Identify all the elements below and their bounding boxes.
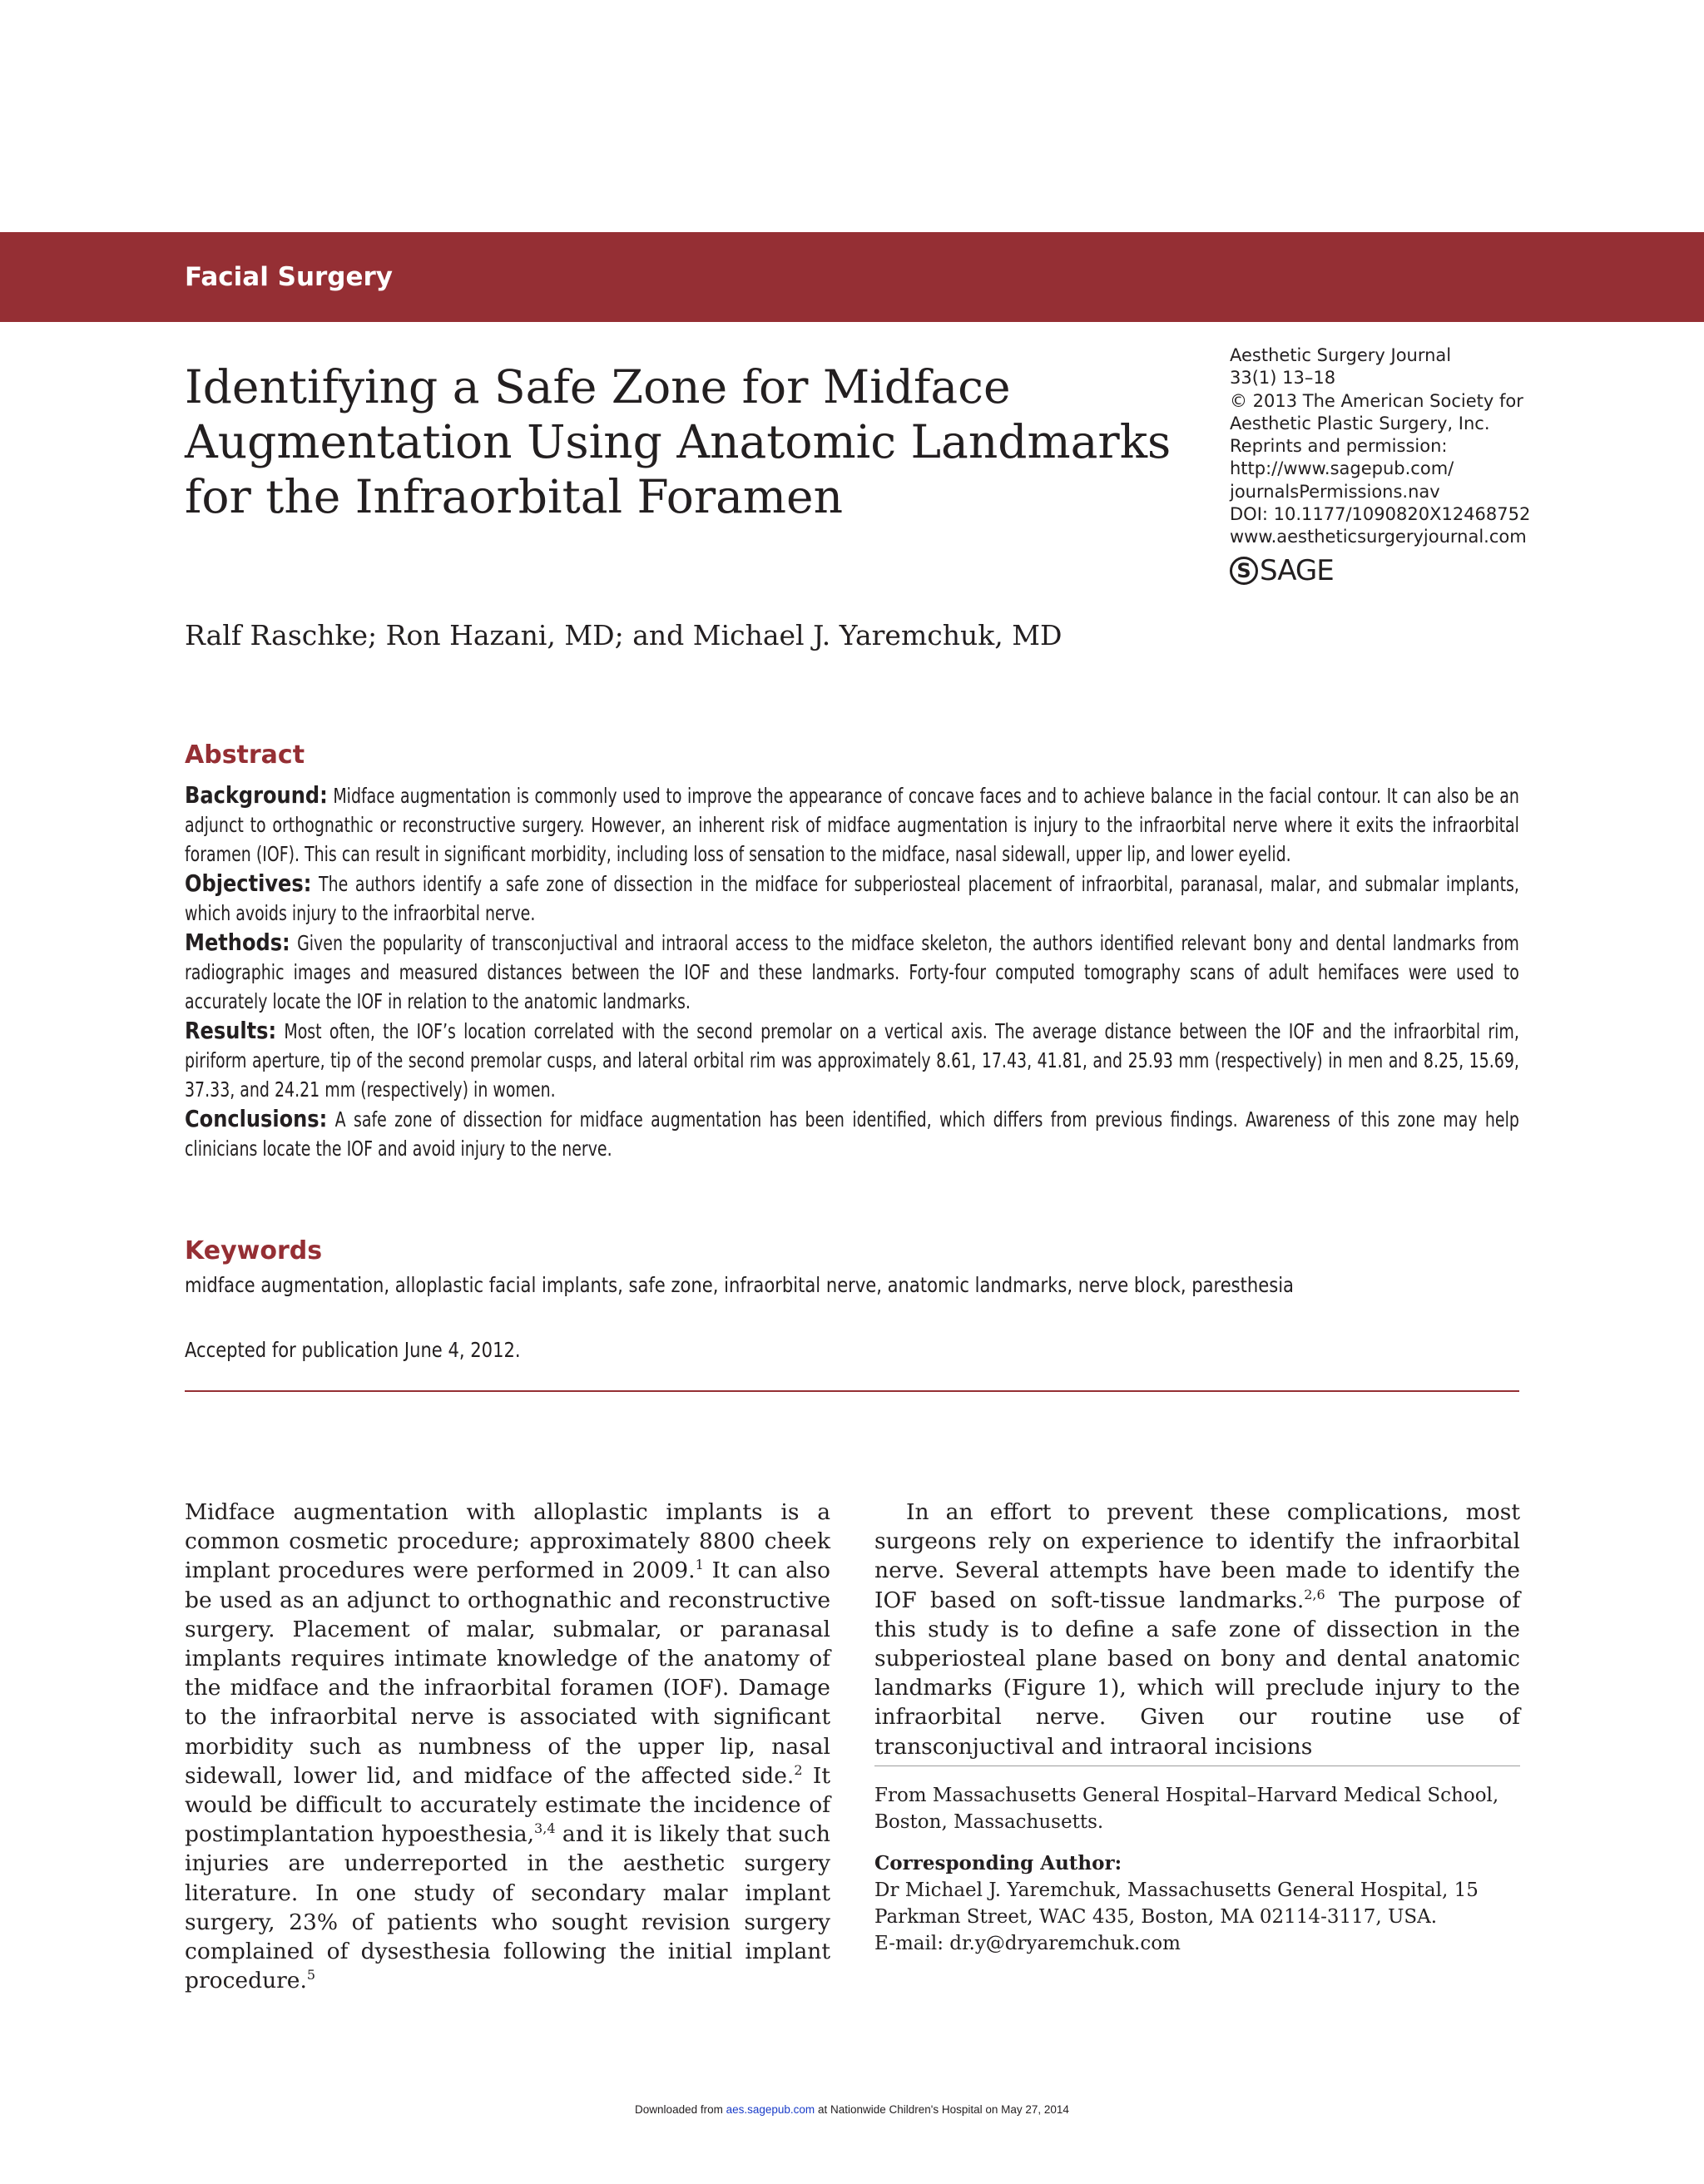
journal-website-link[interactable]: www.aestheticsurgeryjournal.com xyxy=(1230,527,1527,547)
footer-suffix: at Nationwide Children's Hospital on May 27, 2014 xyxy=(815,2103,1069,2116)
second-text-1: In an effort to prevent these complications, most surgeons rely on experience to identify the infraorbital nerve. Several attempts have been made to identify the IOF based on soft-tissue landmarks. xyxy=(874,1499,1520,1613)
article-title: Identifying a Safe Zone for Midface Augmentation Using Anatomic Landmarks for the Infraorbital Foramen xyxy=(185,360,1172,523)
section-label: Facial Surgery xyxy=(185,262,394,292)
objectives-text: The authors identify a safe zone of dissection in the midface for subperiosteal placement of infraorbital, paranasal, malar, and submalar implants, which avoids injury to the infraorbital nerve. xyxy=(185,872,1519,925)
corresponding-author-heading: Corresponding Author: xyxy=(874,1852,1122,1874)
keywords-heading: Keywords xyxy=(185,1236,323,1265)
accepted-date: Accepted for publication June 4, 2012. xyxy=(185,1338,521,1362)
intro-text-1: Midface augmentation with alloplastic implants is a common cosmetic procedure; approximately 8800 cheek implant procedures were performed in 2009. xyxy=(185,1499,830,1584)
abstract-heading: Abstract xyxy=(185,740,305,770)
reprints-link-2[interactable]: journalsPermissions.nav xyxy=(1230,481,1440,502)
citation-ref[interactable]: 3,4 xyxy=(534,1820,556,1837)
sage-logo xyxy=(1230,554,1334,587)
journal-name: Aesthetic Surgery Journal xyxy=(1230,345,1452,365)
reprints-label: Reprints and permission: xyxy=(1230,436,1448,457)
reprints-link-1[interactable]: http://www.sagepub.com/ xyxy=(1230,458,1454,479)
download-footer xyxy=(0,2103,1704,2116)
background-text: Midface augmentation is commonly used to improve the appearance of concave faces and to achieve balance in the facial contour. It can also be an adjunct to orthognathic or reconstructive surgery. However, an inherent risk of midface augmentation is injury to the infraorbital nerve where it exits the infraorbital foramen (IOF). This can result in significant morbidity, including loss of sensation to the midface, nasal sidewall, upper lip, and lower eyelid. xyxy=(185,784,1519,866)
conclusions-text: A safe zone of dissection for midface augmentation has been identified, which differs from previous findings. Awareness of this zone may help clinicians locate the IOF and avoid injury to the nerve. xyxy=(185,1107,1519,1161)
affiliation-from: From Massachusetts General Hospital–Harvard Medical School, Boston, Massachusetts. xyxy=(874,1785,1499,1833)
citation-ref[interactable]: 2,6 xyxy=(1304,1586,1325,1602)
citation-ref[interactable]: 2 xyxy=(794,1762,803,1778)
journal-info xyxy=(1230,344,1546,549)
results-label: Results: xyxy=(185,1017,277,1044)
sage-logo-text: SAGE xyxy=(1260,554,1334,587)
copyright-line-1: © 2013 The American Society for xyxy=(1230,390,1523,411)
intro-paragraph xyxy=(185,1498,830,1995)
abstract-background xyxy=(185,780,1519,869)
corresponding-author-address: Dr Michael J. Yaremchuk, Massachusetts General Hospital, 15 Parkman Street, WAC 435, Boston, MA 02114-3117, USA. xyxy=(874,1879,1479,1928)
methods-text: Given the popularity of transconjuctival and intraoral access to the midface skeleton, the authors identified relevant bony and dental landmarks from radiographic images and measured distances between the IOF and these landmarks. Forty-four computed tomography scans of adult hemifaces were used to accurately locate the IOF in relation to the anatomic landmarks. xyxy=(185,931,1519,1013)
author-list: Ralf Raschke; Ron Hazani, MD; and Michael J. Yaremchuk, MD xyxy=(185,619,1063,651)
conclusions-label: Conclusions: xyxy=(185,1105,328,1132)
abstract-conclusions xyxy=(185,1104,1519,1163)
corresponding-author-email[interactable]: E-mail: dr.y@dryaremchuk.com xyxy=(874,1933,1181,1954)
intro-text-4: and it is likely that such injuries are underreported in the aesthetic surgery literature. In one study of secondary malar implant surgery, 23% of patients who sought revision surgery complained of dysesthesia following the initial implant procedure. xyxy=(185,1821,831,1994)
second-text-2: The purpose of this study is to define a safe zone of dissection in the subperiosteal plane based on bony and dental anatomic landmarks (Figure 1), which will preclude injury to the infraorbital nerve. Given our routine use of transconjuctival and intraoral incisions xyxy=(874,1587,1520,1760)
copyright-line-2: Aesthetic Plastic Surgery, Inc. xyxy=(1230,413,1490,433)
footer-link[interactable]: aes.sagepub.com xyxy=(726,2103,815,2116)
doi: DOI: 10.1177/1090820X12468752 xyxy=(1230,504,1531,525)
abstract-body xyxy=(185,780,1519,1163)
journal-volume: 33(1) 13–18 xyxy=(1230,368,1336,389)
body-column-left xyxy=(185,1498,830,1995)
abstract-results xyxy=(185,1016,1519,1104)
citation-ref[interactable]: 5 xyxy=(306,1967,316,1983)
abstract-objectives xyxy=(185,869,1519,928)
objectives-label: Objectives: xyxy=(185,869,312,897)
intro-text-2: It can also be used as an adjunct to orthognathic and reconstructive surgery. Placement of malar, submalar, or paranasal implants requires intimate knowledge of the anatomy of the midface and the infraorbital foramen (IOF). Damage to the infraorbital nerve is associated with significant morbidity such as numbness of the upper lip, nasal sidewall, lower lid, and midface of the affected side. xyxy=(185,1558,830,1789)
intro-text-3: It would be difficult to accurately estimate the incidence of postimplantation hypoesthesia, xyxy=(185,1762,831,1848)
footer-prefix: Downloaded from xyxy=(635,2103,726,2116)
results-text: Most often, the IOF’s location correlated with the second premolar on a vertical axis. The average distance between the IOF and the infraorbital rim, piriform aperture, tip of the second premolar cusps, and lateral orbital rim was approximately 8.61, 17.43, 41.81, and 25.93 mm (respectively) in men and 8.25, 15.69, 37.33, and 24.21 mm (respectively) in women. xyxy=(185,1019,1519,1102)
second-paragraph xyxy=(874,1498,1520,1761)
section-banner xyxy=(0,232,1704,322)
background-label: Background: xyxy=(185,781,328,809)
sage-logo-icon: S xyxy=(1230,557,1258,585)
abstract-methods xyxy=(185,928,1519,1016)
keywords-list: midface augmentation, alloplastic facial implants, safe zone, infraorbital nerve, anatomic landmarks, nerve block, paresthesia xyxy=(185,1273,1294,1297)
citation-ref[interactable]: 1 xyxy=(695,1557,704,1573)
section-divider xyxy=(185,1390,1519,1392)
affiliation-block xyxy=(874,1782,1520,1957)
body-column-right xyxy=(874,1498,1520,1761)
methods-label: Methods: xyxy=(185,929,290,956)
